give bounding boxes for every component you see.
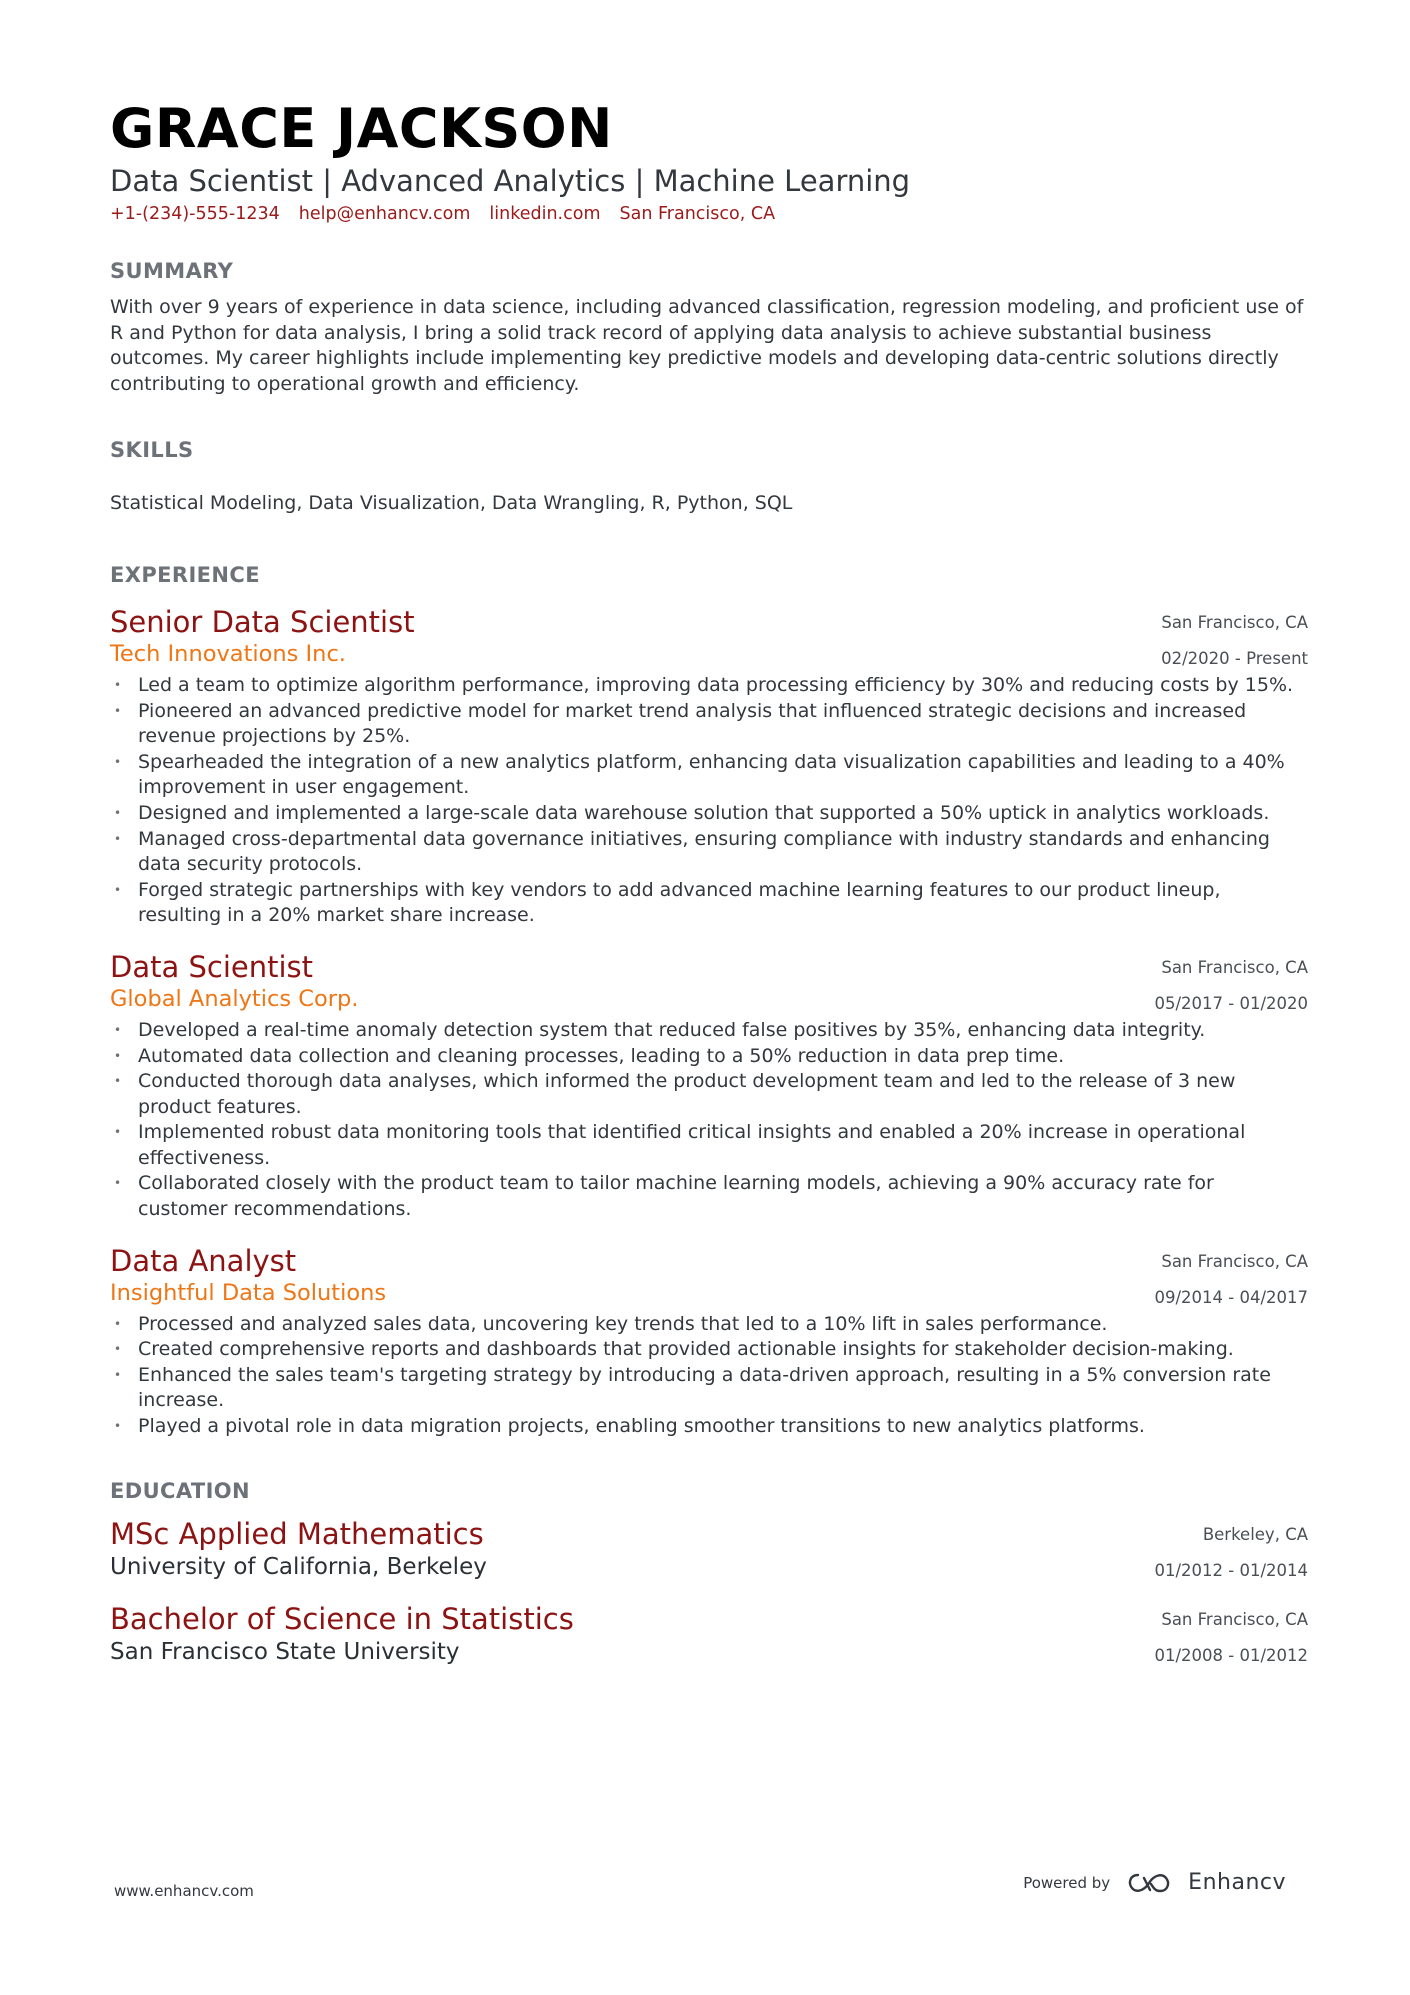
list-item: • Played a pivotal role in data migration projects, enabling smoother transitions to new analytics platforms. xyxy=(110,1414,1308,1440)
job-location: San Francisco, CA xyxy=(1161,957,1308,977)
job-title: Data Scientist xyxy=(110,949,313,984)
contact-linkedin[interactable]: linkedin.com xyxy=(489,204,601,224)
education-section xyxy=(110,1477,1308,1668)
job-meta xyxy=(1154,1244,1308,1316)
education-entry xyxy=(110,1517,1308,1583)
edu-meta xyxy=(1154,1517,1308,1589)
job-dates: 02/2020 - Present xyxy=(1161,648,1308,668)
job-dates: 05/2017 - 01/2020 xyxy=(1154,993,1308,1013)
job-company: Insightful Data Solutions xyxy=(110,1279,387,1306)
skills-text: Statistical Modeling, Data Visualization, Data Wrangling, R, Python, SQL xyxy=(110,492,793,515)
job-bullets xyxy=(110,1312,1308,1440)
edu-location: Berkeley, CA xyxy=(1202,1524,1308,1544)
enhancv-logo-icon xyxy=(1126,1871,1172,1895)
job-entry xyxy=(110,1244,1308,1440)
edu-meta xyxy=(1154,1602,1308,1674)
list-item: • Created comprehensive reports and dashboards that provided actionable insights for stakeholder decision-making. xyxy=(110,1337,1308,1363)
job-title: Data Analyst xyxy=(110,1243,297,1278)
contact-phone[interactable]: +1-(234)-555-1234 xyxy=(110,204,280,224)
experience-section xyxy=(110,561,1308,1440)
candidate-title: Data Scientist | Advanced Analytics | Machine Learning xyxy=(110,164,911,198)
experience-heading: EXPERIENCE xyxy=(110,562,260,587)
job-company: Global Analytics Corp. xyxy=(110,985,359,1012)
list-item: • Enhanced the sales team's targeting strategy by introducing a data-driven approach, resulting in a 5% conversion rate increase. xyxy=(110,1363,1308,1414)
footer-website[interactable]: www.enhancv.com xyxy=(114,1882,254,1900)
list-item: • Collaborated closely with the product team to tailor machine learning models, achieving a 90% accuracy rate for customer recommendations. xyxy=(110,1171,1308,1222)
job-entry xyxy=(110,950,1308,1223)
list-item: • Processed and analyzed sales data, uncovering key trends that led to a 10% lift in sales performance. xyxy=(110,1312,1308,1338)
edu-dates: 01/2012 - 01/2014 xyxy=(1154,1560,1308,1580)
skills-heading: SKILLS xyxy=(110,438,194,463)
job-title: Senior Data Scientist xyxy=(110,604,415,639)
edu-dates: 01/2008 - 01/2012 xyxy=(1154,1645,1308,1665)
list-item: • Pioneered an advanced predictive model for market trend analysis that influenced strategic decisions and increased revenue projections by 25%. xyxy=(110,699,1308,750)
education-heading: EDUCATION xyxy=(110,1478,251,1503)
powered-by-label: Powered by xyxy=(1023,1873,1111,1892)
job-bullets xyxy=(110,1018,1308,1223)
job-bullets xyxy=(110,673,1308,929)
education-entry xyxy=(110,1602,1308,1668)
job-entry xyxy=(110,605,1308,929)
job-meta xyxy=(1161,605,1308,677)
skills-section xyxy=(110,436,1308,517)
footer-branding xyxy=(1023,1870,1286,1895)
list-item: • Automated data collection and cleaning processes, leading to a 50% reduction in data prep time. xyxy=(110,1044,1308,1070)
list-item: • Conducted thorough data analyses, which informed the product development team and led to the release of 3 new product features. xyxy=(110,1069,1308,1120)
list-item: • Designed and implemented a large-scale data warehouse solution that supported a 50% uptick in analytics workloads. xyxy=(110,801,1308,827)
candidate-name: GRACE JACKSON xyxy=(110,97,613,160)
job-company: Tech Innovations Inc. xyxy=(110,640,346,667)
summary-heading: SUMMARY xyxy=(110,259,234,283)
summary-text: With over 9 years of experience in data science, including advanced classification, regression modeling, and proficient use of R and Python for data analysis, I bring a solid track record of applying data analysis to achieve substantial business outcomes. My career highlights include implementing key predictive models and developing data-centric solutions directly contributing to operational growth and efficiency. xyxy=(110,296,1304,395)
list-item: • Implemented robust data monitoring tools that identified critical insights and enabled a 20% increase in operational effectiveness. xyxy=(110,1120,1308,1171)
contact-location: San Francisco, CA xyxy=(619,204,776,224)
edu-school: San Francisco State University xyxy=(110,1638,460,1665)
contact-email[interactable]: help@enhancv.com xyxy=(298,204,471,224)
job-meta xyxy=(1154,950,1308,1022)
contact-bar xyxy=(110,202,1308,226)
resume-page xyxy=(110,96,1308,1668)
list-item: • Forged strategic partnerships with key vendors to add advanced machine learning features to our product lineup, resulting in a 20% market share increase. xyxy=(110,878,1308,929)
list-item: • Managed cross-departmental data governance initiatives, ensuring compliance with industry standards and enhancing data security protocols. xyxy=(110,827,1308,878)
edu-degree: MSc Applied Mathematics xyxy=(110,1516,484,1551)
job-location: San Francisco, CA xyxy=(1161,612,1308,632)
summary-section xyxy=(110,257,1308,397)
job-dates: 09/2014 - 04/2017 xyxy=(1154,1287,1308,1307)
list-item: • Spearheaded the integration of a new analytics platform, enhancing data visualization capabilities and leading to a 40% improvement in user engagement. xyxy=(110,750,1308,801)
edu-location: San Francisco, CA xyxy=(1161,1609,1308,1629)
edu-degree: Bachelor of Science in Statistics xyxy=(110,1601,574,1636)
brand-name: Enhancv xyxy=(1188,1870,1286,1895)
list-item: • Developed a real-time anomaly detection system that reduced false positives by 35%, enhancing data integrity. xyxy=(110,1018,1308,1044)
job-location: San Francisco, CA xyxy=(1161,1251,1308,1271)
list-item: • Led a team to optimize algorithm performance, improving data processing efficiency by 30% and reducing costs by 15%. xyxy=(110,673,1308,699)
edu-school: University of California, Berkeley xyxy=(110,1553,487,1580)
